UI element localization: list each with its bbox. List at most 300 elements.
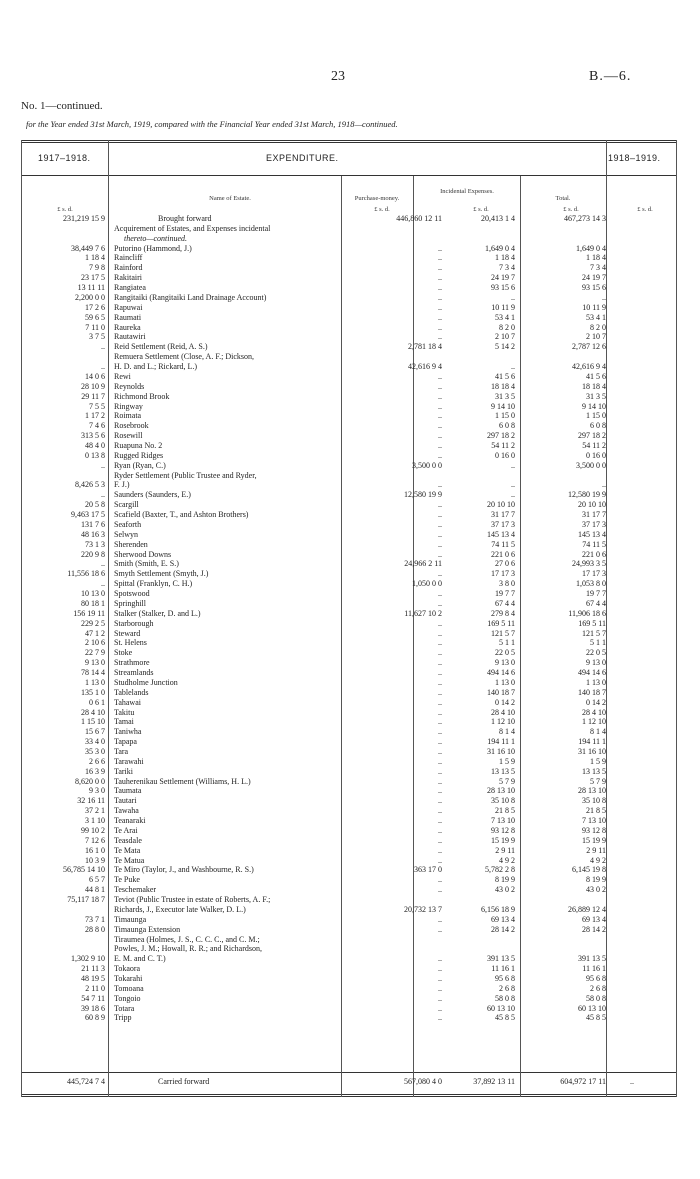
purchase-money: ..: [438, 1013, 442, 1023]
prev-year-amount: ..: [101, 460, 105, 470]
incidental-expenses: 74 11 5: [491, 539, 515, 549]
estate-name: Richmond Brook: [114, 391, 170, 401]
table-row: [0, 461, 700, 470]
incidental-expenses: ..: [511, 292, 515, 302]
units-purchase: £ s. d.: [374, 206, 390, 213]
table-row: [0, 915, 700, 924]
table-row: [0, 875, 700, 884]
prev-year-amount: 13 11 11: [77, 283, 105, 293]
table-row: [0, 273, 700, 282]
estate-name: Powles, J. M.; Howall, R. R.; and Richardson,: [114, 944, 262, 954]
incidental-expenses: 53 4 1: [495, 312, 515, 322]
estate-name: Tomoana: [114, 983, 144, 993]
purchase-money: ..: [438, 618, 442, 628]
estate-name: H. D. and L.; Rickard, L.): [114, 362, 198, 372]
estate-name: Tarawahi: [114, 756, 144, 766]
estate-name: Te Matua: [114, 855, 145, 865]
incidental-expenses: 35 10 8: [491, 796, 515, 806]
estate-name: Reynolds: [114, 381, 145, 391]
incidental-expenses: 8 2 0: [499, 322, 515, 332]
total-amount: 1 5 9: [590, 756, 606, 766]
table-row: [0, 313, 700, 322]
purchase-money: ..: [438, 302, 442, 312]
purchase-money: 42,616 9 4: [408, 362, 442, 372]
estate-name: E. M. and C. T.): [114, 954, 166, 964]
table-row: [0, 569, 700, 578]
table-row: [0, 994, 700, 1003]
incidental-expenses: 43 0 2: [495, 885, 515, 895]
estate-name: Tripp: [114, 1013, 132, 1023]
table-row: [0, 224, 700, 233]
prev-year-amount: 135 1 0: [81, 687, 105, 697]
estate-name: thereto—continued.: [124, 233, 188, 243]
purchase-money: ..: [438, 648, 442, 658]
incidental-expenses: 145 13 4: [487, 529, 515, 539]
purchase-money: ..: [438, 885, 442, 895]
table-row: [0, 214, 700, 223]
table-row: [0, 658, 700, 667]
purchase-money: ..: [438, 914, 442, 924]
prev-year-amount: 220 9 8: [81, 549, 105, 559]
total-amount: 221 0 6: [582, 549, 606, 559]
total-amount: 9 13 0: [586, 658, 606, 668]
estate-name: Scargill: [114, 500, 139, 510]
total-amount: 69 13 4: [582, 914, 606, 924]
table-row: [0, 708, 700, 717]
purchase-money: ..: [438, 973, 442, 983]
purchase-money: ..: [438, 875, 442, 885]
estate-name: Tahawai: [114, 697, 141, 707]
table-row: [0, 382, 700, 391]
table-row: [0, 579, 700, 588]
incidental-expenses: ..: [511, 460, 515, 470]
table-row: [0, 411, 700, 420]
incidental-expenses: 1 5 9: [499, 756, 515, 766]
purchase-money: ..: [438, 687, 442, 697]
table-bottom-rule-double: [21, 1096, 676, 1097]
total-amount: 26,889 12 4: [568, 904, 606, 914]
prev-year-amount: 0 6 1: [89, 697, 105, 707]
table-row: [0, 895, 700, 904]
prev-year-amount: 9 3 0: [89, 786, 105, 796]
estate-name: Rangitaiki (Rangitaiki Land Drainage Account): [114, 292, 267, 302]
incidental-expenses: 45 8 5: [495, 1013, 515, 1023]
estate-name: Putorino (Hammond, J.): [114, 243, 192, 253]
estate-name: Rakitairi: [114, 273, 142, 283]
total-amount: 22 0 5: [586, 648, 606, 658]
incidental-expenses: 1 12 10: [491, 717, 515, 727]
prev-year-amount: 16 1 0: [85, 845, 105, 855]
table-row: [0, 520, 700, 529]
total-amount: 15 19 9: [582, 835, 606, 845]
estate-name: Timaunga: [114, 914, 147, 924]
table-row: [0, 293, 700, 302]
prev-year-amount: 48 16 3: [81, 529, 105, 539]
total-amount: ..: [602, 480, 606, 490]
table-row: [0, 688, 700, 697]
purchase-money: ..: [438, 411, 442, 421]
incidental-expenses: 93 15 6: [491, 283, 515, 293]
purchase-money: ..: [438, 519, 442, 529]
prev-year-amount: 35 3 0: [85, 746, 105, 756]
total-amount: 24 19 7: [582, 273, 606, 283]
expenditure-header: EXPENDITURE.: [266, 153, 339, 163]
table-row: [0, 806, 700, 815]
purchase-money: ..: [438, 825, 442, 835]
carried-forward-total: 604,972 17 11: [560, 1077, 606, 1086]
table-row: [0, 836, 700, 845]
purchase-money: ..: [438, 401, 442, 411]
prev-year-amount: 3 7 5: [89, 332, 105, 342]
prev-year-amount: 2 6 6: [89, 756, 105, 766]
prev-year-amount: 28 4 10: [81, 707, 105, 717]
total-amount: 2 9 11: [586, 845, 606, 855]
table-row: [0, 629, 700, 638]
purchase-money: ..: [438, 598, 442, 608]
estate-name: Spittal (Franklyn, C. H.): [114, 579, 193, 589]
table-row: [0, 717, 700, 726]
estate-name: Raumati: [114, 312, 142, 322]
total-amount: 43 0 2: [586, 885, 606, 895]
purchase-money: ..: [438, 292, 442, 302]
prev-year-amount: 2 10 6: [85, 638, 105, 648]
incidental-expenses: 297 18 2: [487, 431, 515, 441]
purchase-money: ..: [438, 500, 442, 510]
prev-year-amount: 7 11 0: [85, 322, 105, 332]
table-row: [0, 510, 700, 519]
incidental-expenses: 28 4 10: [491, 707, 515, 717]
estate-name: Tokaora: [114, 964, 141, 974]
table-row: [0, 678, 700, 687]
prev-year-amount: 73 7 1: [85, 914, 105, 924]
purchase-money: ..: [438, 391, 442, 401]
purchase-money: ..: [438, 993, 442, 1003]
incidental-expenses: 494 14 6: [487, 668, 515, 678]
prev-year-amount: ..: [101, 342, 105, 352]
estate-name: Takitu: [114, 707, 135, 717]
incidental-expenses: 10 11 9: [491, 302, 515, 312]
estate-name: Streamlands: [114, 668, 154, 678]
incidental-expenses: 17 17 3: [491, 569, 515, 579]
prev-year-amount: 1 15 10: [81, 717, 105, 727]
prev-year-amount: 156 19 11: [73, 608, 105, 618]
prev-year-amount: 1 17 2: [85, 411, 105, 421]
table-row: [0, 796, 700, 805]
estate-name: Strathmore: [114, 658, 150, 668]
prev-year-amount: 229 2 5: [81, 618, 105, 628]
table-row: [0, 530, 700, 539]
estate-name: Rapuwai: [114, 302, 143, 312]
total-amount: 145 13 4: [578, 529, 606, 539]
prev-year-amount: 28 8 0: [85, 924, 105, 934]
estate-name: Reid Settlement (Reid, A. S.): [114, 342, 208, 352]
purchase-money: 24,966 2 11: [404, 559, 442, 569]
purchase-money: ..: [438, 677, 442, 687]
estate-name: Tongoio: [114, 993, 141, 1003]
estate-name: Te Puke: [114, 875, 140, 885]
total-amount: 494 14 6: [578, 668, 606, 678]
total-amount: 53 4 1: [586, 312, 606, 322]
table-row: [0, 441, 700, 450]
prev-year-amount: 21 11 3: [81, 964, 105, 974]
purchase-money: ..: [438, 964, 442, 974]
purchase-money: ..: [438, 697, 442, 707]
total-amount: 74 11 5: [582, 539, 606, 549]
units-left: £ s. d.: [57, 206, 73, 213]
purchase-money: ..: [438, 322, 442, 332]
table-row: [0, 599, 700, 608]
estate-name: Stoke: [114, 648, 133, 658]
estate-name: Brought forward: [158, 214, 212, 223]
table-bottom-rule: [21, 1094, 676, 1095]
purchase-money: ..: [438, 549, 442, 559]
total-amount: 1 18 4: [586, 253, 606, 263]
prev-year-amount: 44 8 1: [85, 885, 105, 895]
estate-name: Tawaha: [114, 806, 139, 816]
total-amount: 121 5 7: [582, 628, 606, 638]
prev-year-amount: 38,449 7 6: [71, 243, 105, 253]
prev-year-amount: 15 6 7: [85, 727, 105, 737]
total-amount: 5 7 9: [590, 776, 606, 786]
total-amount: 21 8 5: [586, 806, 606, 816]
table-row: [0, 303, 700, 312]
table-row: [0, 777, 700, 786]
table-row: [0, 698, 700, 707]
estate-name: Ryan (Ryan, C.): [114, 460, 166, 470]
estate-name: Tablelands: [114, 687, 149, 697]
prev-year-amount: 313 5 6: [81, 431, 105, 441]
purchase-money: 2,781 18 4: [408, 342, 442, 352]
total-amount: 1,053 8 0: [576, 579, 606, 589]
year-left-header: 1917–1918.: [38, 153, 91, 163]
incidental-expenses: 6,156 18 9: [481, 904, 515, 914]
table-row: [0, 490, 700, 499]
name-column-header: Name of Estate.: [209, 195, 251, 202]
purchase-money: ..: [438, 480, 442, 490]
table-row: [0, 974, 700, 983]
incidental-expenses: 19 7 7: [495, 589, 515, 599]
estate-name: Sherwood Downs: [114, 549, 172, 559]
table-row: [0, 451, 700, 460]
prev-year-amount: 8,426 5 3: [75, 480, 105, 490]
table-row: [0, 737, 700, 746]
total-amount: 297 18 2: [578, 431, 606, 441]
year-right-header: 1918–1919.: [608, 153, 661, 163]
prev-year-amount: ..: [101, 579, 105, 589]
incidental-expenses: 140 18 7: [487, 687, 515, 697]
purchase-money: ..: [438, 332, 442, 342]
estate-name: Tiraumea (Holmes, J. S., C. C. C., and C. M.;: [114, 934, 260, 944]
total-amount: 2 6 8: [590, 983, 606, 993]
table-row: [0, 500, 700, 509]
total-amount: 194 11 1: [578, 737, 606, 747]
total-amount: 5 1 1: [590, 638, 606, 648]
purchase-money: ..: [438, 628, 442, 638]
estate-name: Studholme Junction: [114, 677, 178, 687]
prev-year-amount: 8,620 0 0: [75, 776, 105, 786]
prev-year-amount: 16 3 9: [85, 766, 105, 776]
table-row: [0, 559, 700, 568]
prev-year-amount: 75,117 18 7: [67, 895, 105, 905]
estate-name: Tara: [114, 746, 129, 756]
estate-name: Tapapa: [114, 737, 137, 747]
estate-name: Starborough: [114, 618, 154, 628]
total-amount: 28 4 10: [582, 707, 606, 717]
table-row: [0, 727, 700, 736]
prev-year-amount: 2,200 0 0: [75, 292, 105, 302]
table-row: [0, 757, 700, 766]
carried-forward-incidental: 37,892 13 11: [473, 1077, 515, 1086]
prev-year-amount: 9,463 17 5: [71, 510, 105, 520]
purchase-money: ..: [438, 806, 442, 816]
purchase-money: ..: [438, 668, 442, 678]
estate-name: Richards, J., Executor late Walker, D. L.): [114, 904, 246, 914]
prev-year-amount: 78 14 4: [81, 668, 105, 678]
table-row: [0, 332, 700, 341]
total-amount: 12,580 19 9: [568, 490, 606, 500]
prev-year-amount: 0 13 8: [85, 450, 105, 460]
estate-name: Ryder Settlement (Public Trustee and Ryder,: [114, 470, 257, 480]
total-amount: 93 12 8: [582, 825, 606, 835]
incidental-expenses: 221 0 6: [491, 549, 515, 559]
total-amount: 20 10 10: [578, 500, 606, 510]
table-row: [0, 846, 700, 855]
incidental-expenses: 60 13 10: [487, 1003, 515, 1013]
purchase-money: ..: [438, 954, 442, 964]
incidental-expenses: 15 19 9: [491, 835, 515, 845]
table-row: [0, 362, 700, 371]
estate-name: Teschemaker: [114, 885, 157, 895]
purchase-money: ..: [438, 737, 442, 747]
purchase-money: ..: [438, 283, 442, 293]
table-row: [0, 263, 700, 272]
estate-name: Seaforth: [114, 519, 142, 529]
total-amount: 4 9 2: [590, 855, 606, 865]
incidental-expenses: 391 13 5: [487, 954, 515, 964]
table-row: [0, 668, 700, 677]
table-row: [0, 954, 700, 963]
table-row: [0, 609, 700, 618]
purchase-money: 12,580 19 9: [404, 490, 442, 500]
prev-year-amount: ..: [101, 362, 105, 372]
document-reference: B.—6.: [589, 69, 632, 84]
incidental-expenses: 1,649 0 4: [485, 243, 515, 253]
incidental-expenses: 169 5 11: [487, 618, 515, 628]
page-number: 23: [331, 69, 345, 84]
total-amount: 467,273 14 3: [564, 214, 606, 223]
total-amount: 54 11 2: [582, 441, 606, 450]
incidental-expenses: ..: [511, 362, 515, 372]
prev-year-amount: 10 3 9: [85, 855, 105, 865]
total-amount: 19 7 7: [586, 589, 606, 599]
table-row: [0, 905, 700, 914]
carried-forward-row: [0, 1077, 700, 1086]
total-amount: 1 15 0: [586, 411, 606, 421]
estate-name: Tamai: [114, 717, 134, 727]
estate-name: Rosewill: [114, 431, 143, 441]
total-amount: 140 18 7: [578, 687, 606, 697]
purchase-money: ..: [438, 835, 442, 845]
carried-forward-prev: 445,724 7 4: [67, 1077, 105, 1086]
incidental-expenses: 5 1 1: [499, 638, 515, 648]
incidental-expenses: 58 0 8: [495, 993, 515, 1003]
incidental-expenses: 2 6 8: [499, 983, 515, 993]
total-amount: 17 17 3: [582, 569, 606, 579]
estate-name: Rautawiri: [114, 332, 146, 342]
total-amount: 6,145 19 8: [572, 865, 606, 875]
units-right: £ s. d.: [637, 206, 653, 213]
prev-year-amount: 7 9 8: [89, 263, 105, 273]
purchase-money: ..: [438, 253, 442, 263]
estate-name: Te Miro (Taylor, J., and Washbourne, R. S.): [114, 865, 254, 875]
total-amount: 391 13 5: [578, 954, 606, 964]
purchase-money: ..: [438, 569, 442, 579]
prev-year-amount: 48 19 5: [81, 973, 105, 983]
prev-year-amount: 39 18 6: [81, 1003, 105, 1013]
total-amount: 1 13 0: [586, 677, 606, 687]
estate-name: Spotswood: [114, 589, 150, 599]
purchase-money: ..: [438, 924, 442, 934]
total-amount: 3,500 0 0: [576, 460, 606, 470]
total-amount: 35 10 8: [582, 796, 606, 806]
prev-year-amount: 54 7 11: [81, 993, 105, 1003]
incidental-expenses: 6 0 8: [499, 421, 515, 431]
table-row: [0, 747, 700, 756]
estate-name: Sherenden: [114, 539, 148, 549]
incidental-expenses: 20,413 1 4: [481, 214, 515, 223]
purchase-money: ..: [438, 746, 442, 756]
table-row: [0, 786, 700, 795]
total-amount: 28 13 10: [578, 786, 606, 796]
table-row: [0, 253, 700, 262]
table-row: [0, 471, 700, 480]
total-amount: 31 16 10: [578, 746, 606, 756]
table-top-rule: [21, 140, 676, 141]
total-amount: 1,649 0 4: [576, 243, 606, 253]
units-incidental: £ s. d.: [473, 206, 489, 213]
estate-name: Rewi: [114, 371, 131, 381]
total-amount: 37 17 3: [582, 519, 606, 529]
prev-year-amount: 73 1 3: [85, 539, 105, 549]
incidental-expenses: 1 18 4: [495, 253, 515, 263]
table-row: [0, 638, 700, 647]
estate-name: Tariki: [114, 766, 133, 776]
purchase-money: 11,627 10 2: [404, 608, 442, 618]
prev-year-amount: 1,302 9 10: [71, 954, 105, 964]
purchase-money: ..: [438, 707, 442, 717]
purchase-money: 446,860 12 11: [396, 214, 442, 223]
prev-year-amount: 32 16 11: [77, 796, 105, 806]
prev-year-amount: 6 5 7: [89, 875, 105, 885]
table-row: [0, 856, 700, 865]
incidental-expenses: 13 13 5: [491, 766, 515, 776]
carried-forward-label: Carried forward: [158, 1077, 210, 1086]
total-amount: 9 14 10: [582, 401, 606, 411]
incidental-expenses: 9 14 10: [491, 401, 515, 411]
estate-name: Remuera Settlement (Close, A. F.; Dickson,: [114, 352, 255, 362]
total-amount: 60 13 10: [578, 1003, 606, 1013]
purchase-money: ..: [438, 371, 442, 381]
total-column-header: Total.: [555, 195, 571, 202]
header-divider: [21, 175, 676, 176]
table-row: [0, 323, 700, 332]
prev-year-amount: 14 0 6: [85, 371, 105, 381]
purchase-money: ..: [438, 845, 442, 855]
units-total: £ s. d.: [563, 206, 579, 213]
prev-year-amount: 131 7 6: [81, 519, 105, 529]
incidental-expenses: 121 5 7: [491, 628, 515, 638]
total-amount: 6 0 8: [590, 421, 606, 431]
